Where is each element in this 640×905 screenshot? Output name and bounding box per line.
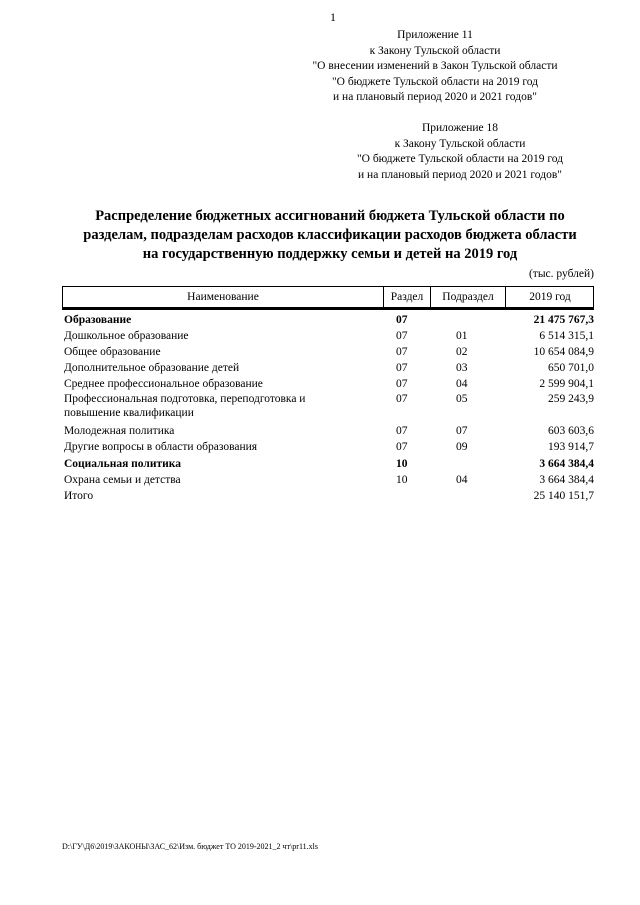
header-name: Наименование	[187, 291, 259, 303]
row-name: Дополнительное образование детей	[64, 362, 240, 374]
row-razdel: 07	[396, 346, 408, 358]
row-name: Общее образование	[64, 346, 161, 358]
table-header	[62, 286, 594, 308]
row-value: 21 475 767,3	[533, 314, 594, 326]
appendix-11-line: "О бюджете Тульской области на 2019 год	[331, 75, 539, 88]
row-razdel: 10	[396, 474, 408, 486]
row-razdel: 07	[396, 314, 408, 326]
units-label: (тыс. рублей)	[528, 268, 594, 280]
page-number: 1	[330, 10, 336, 24]
row-name: Охрана семьи и детства	[64, 474, 181, 486]
appendix-11-line: к Закону Тульской области	[369, 44, 501, 57]
row-razdel: 07	[396, 330, 408, 342]
row-name: Другие вопросы в области образования	[64, 441, 258, 453]
title-line: разделам, подразделам расходов классификации расходов бюджета области	[83, 227, 577, 243]
row-podrazdel: 04	[456, 378, 468, 390]
row-name: Социальная политика	[64, 458, 181, 470]
appendix-11-line: Приложение 11	[397, 29, 473, 41]
row-value: 2 599 904,1	[539, 378, 594, 390]
row-value: 25 140 151,7	[533, 490, 594, 502]
row-value: 603 603,6	[548, 425, 594, 437]
row-value: 3 664 384,4	[539, 474, 594, 486]
title-line: Распределение бюджетных ассигнований бюджета Тульской области по	[95, 208, 565, 224]
row-razdel: 07	[396, 393, 408, 405]
row-razdel: 07	[396, 378, 408, 390]
appendix-11-line: и на плановый период 2020 и 2021 годов"	[333, 91, 537, 103]
row-name: Образование	[64, 314, 132, 326]
appendix-18-line: Приложение 18	[421, 122, 499, 134]
header-rule	[62, 308, 594, 310]
row-podrazdel: 04	[456, 474, 468, 486]
header-razdel: Раздел	[390, 291, 424, 303]
appendix-18-line: к Закону Тульской области	[394, 137, 526, 150]
row-podrazdel: 02	[456, 346, 468, 358]
appendix-18-block	[340, 121, 580, 183]
row-name: Дошкольное образование	[64, 330, 189, 342]
row-value: 259 243,9	[548, 393, 594, 405]
appendix-18-line: "О бюджете Тульской области на 2019 год	[356, 153, 564, 165]
row-name: Профессиональная подготовка, переподготовка и повышение квалификации	[64, 393, 306, 419]
header-year: 2019 год	[529, 291, 571, 303]
row-podrazdel: 09	[456, 441, 468, 453]
document-title	[60, 207, 600, 264]
header-podrazdel: Подраздел	[442, 291, 494, 303]
row-value: 6 514 315,1	[539, 330, 594, 342]
row-value: 650 701,0	[548, 362, 594, 374]
file-path-footer: D:\ГУ\Д6\2019\ЗАКОНЫ\ЗАС_62\Изм. бюджет ТО 2019-2021_2 чт\pr11.xls	[62, 842, 318, 851]
appendix-11-block	[290, 28, 580, 106]
row-razdel: 07	[396, 425, 408, 437]
appendix-18-line: и на плановый период 2020 и 2021 годов"	[358, 168, 562, 181]
row-podrazdel: 01	[456, 330, 468, 342]
row-name: Молодежная политика	[64, 425, 175, 437]
row-podrazdel: 05	[456, 393, 468, 405]
row-razdel: 10	[396, 458, 408, 470]
row-name: Итого	[64, 490, 94, 502]
row-value: 3 664 384,4	[539, 458, 594, 470]
row-name: Среднее профессиональное образование	[64, 378, 263, 390]
title-line: на государственную поддержку семьи и детей на 2019 год	[142, 246, 518, 262]
row-value: 193 914,7	[548, 441, 594, 453]
row-podrazdel: 07	[456, 425, 468, 437]
row-razdel: 07	[396, 441, 408, 453]
row-value: 10 654 084,9	[533, 346, 594, 358]
row-podrazdel: 03	[456, 362, 468, 374]
appendix-11-line: "О внесении изменений в Закон Тульской области	[312, 60, 558, 72]
row-razdel: 07	[396, 362, 408, 374]
